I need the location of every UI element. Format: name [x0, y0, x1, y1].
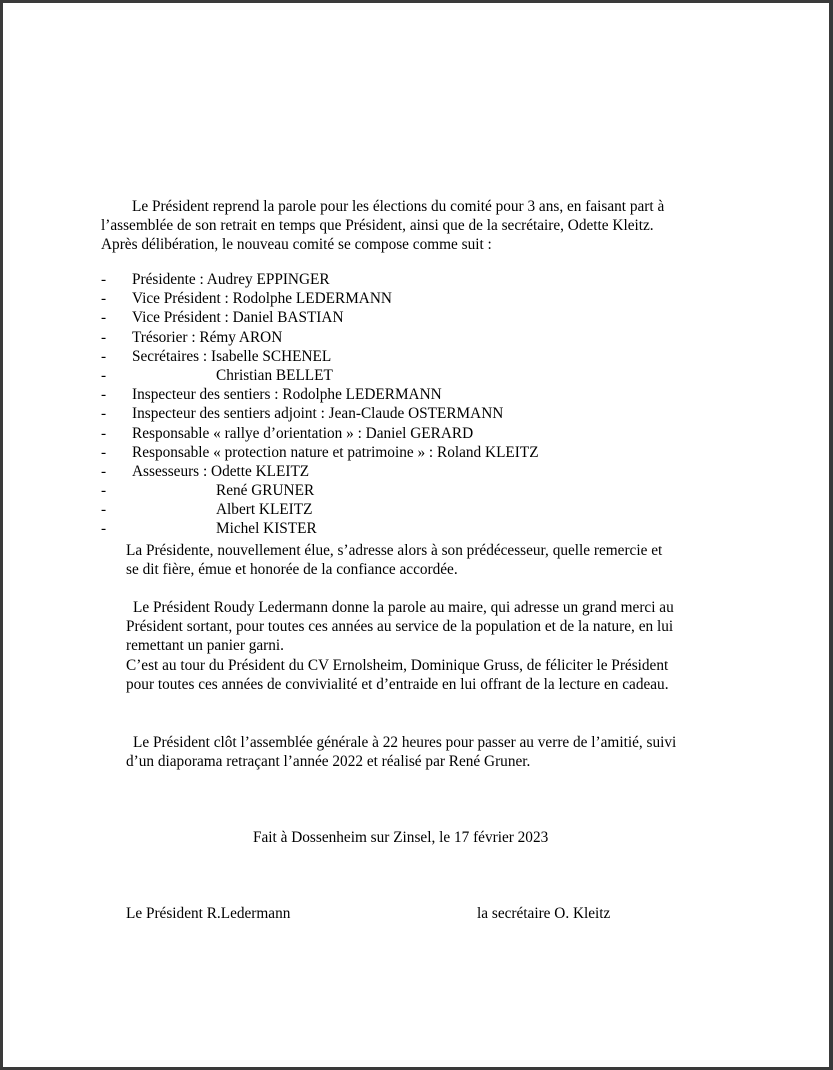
- list-item: [101, 500, 721, 519]
- list-marker: -: [101, 309, 107, 327]
- list-item: [101, 443, 721, 462]
- list-item: [101, 519, 721, 538]
- list-marker: -: [101, 271, 107, 288]
- list-item: [101, 462, 721, 481]
- list-marker: -: [101, 386, 107, 404]
- presidente-line-2: se dit fière, émue et honorée de la confiance accordée.: [126, 561, 458, 579]
- list-marker: -: [101, 501, 107, 519]
- list-item: [101, 366, 721, 385]
- maire-paragraph: [126, 598, 746, 656]
- signature-secretaire: la secrétaire O. Kleitz: [477, 905, 611, 922]
- list-item-text: Trésorier : Rémy ARON: [132, 328, 283, 346]
- maire-line-1: Le Président Roudy Ledermann donne la parole au maire, qui adresse un grand merci au: [133, 599, 674, 616]
- document-page: [3, 3, 829, 1067]
- list-item: [101, 328, 721, 347]
- closing-line-1: Le Président clôt l’assemblée générale à 22 heures pour passer au verre de l’amitié, suivi: [133, 734, 677, 751]
- list-item-text: René GRUNER: [216, 482, 315, 500]
- list-item-text: Secrétaires : Isabelle SCHENEL: [132, 347, 332, 365]
- list-marker: -: [101, 424, 107, 442]
- list-item-text: Inspecteur des sentiers adjoint : Jean-Claude OSTERMANN: [132, 405, 504, 423]
- list-marker: -: [101, 462, 107, 480]
- list-item: [101, 481, 721, 500]
- list-item: [101, 404, 721, 423]
- presidente-paragraph: [126, 541, 746, 579]
- list-item: [101, 385, 721, 404]
- list-item: [101, 289, 721, 308]
- list-item-text: Christian BELLET: [216, 366, 333, 384]
- cv-paragraph: [126, 656, 746, 694]
- presidente-line-1: La Présidente, nouvellement élue, s’adresse alors à son prédécesseur, quelle remercie et: [126, 542, 663, 559]
- cv-line-1: C’est au tour du Président du CV Ernolsheim, Dominique Gruss, de féliciter le Président: [126, 657, 669, 674]
- list-item-text: Inspecteur des sentiers : Rodolphe LEDERMANN: [132, 386, 442, 404]
- list-item: [101, 347, 721, 366]
- list-item: [101, 424, 721, 443]
- closing-line-2: d’un diaporama retraçant l’année 2022 et réalisé par René Gruner.: [126, 753, 531, 771]
- list-marker: -: [101, 347, 107, 365]
- list-item: [101, 270, 721, 289]
- list-marker: -: [101, 405, 107, 423]
- intro-line-3: Après délibération, le nouveau comité se compose comme suit :: [101, 236, 492, 254]
- closing-paragraph: [126, 733, 746, 771]
- list-marker: -: [101, 366, 107, 384]
- list-marker: -: [101, 482, 107, 500]
- list-marker: -: [101, 328, 107, 346]
- intro-paragraph: [101, 197, 721, 255]
- intro-line-2: l’assemblée de son retrait en temps que Président, ainsi que de la secrétaire, Odette Kleitz.: [101, 217, 654, 235]
- list-item-text: Responsable « rallye d’orientation » : Daniel GERARD: [132, 424, 474, 442]
- list-item-text: Vice Président : Daniel BASTIAN: [132, 309, 344, 327]
- list-item: [101, 308, 721, 327]
- list-marker: -: [101, 443, 107, 461]
- list-item-text: Responsable « protection nature et patrimoine » : Roland KLEITZ: [132, 443, 539, 461]
- cv-line-2: pour toutes ces années de convivialité et d’entraide en lui offrant de la lecture en cadeau.: [126, 676, 669, 694]
- signature-president: Le Président R.Ledermann: [126, 905, 291, 922]
- maire-line-2: Président sortant, pour toutes ces années au service de la population et de la nature, en lui: [126, 618, 674, 636]
- list-marker: -: [101, 290, 107, 308]
- intro-line-1: Le Président reprend la parole pour les élections du comité pour 3 ans, en faisant part à: [132, 198, 665, 215]
- committee-list: [101, 270, 721, 539]
- list-item-text: Assesseurs : Odette KLEITZ: [132, 462, 310, 480]
- list-item-text: Albert KLEITZ: [216, 501, 313, 519]
- list-item-text: Vice Président : Rodolphe LEDERMANN: [132, 290, 392, 308]
- list-item-text: Présidente : Audrey EPPINGER: [132, 271, 330, 288]
- list-marker: -: [101, 520, 107, 538]
- list-item-text: Michel KISTER: [216, 520, 317, 538]
- maire-line-3: remettant un panier garni.: [126, 637, 285, 655]
- place-date: Fait à Dossenheim sur Zinsel, le 17 février 2023: [253, 829, 549, 846]
